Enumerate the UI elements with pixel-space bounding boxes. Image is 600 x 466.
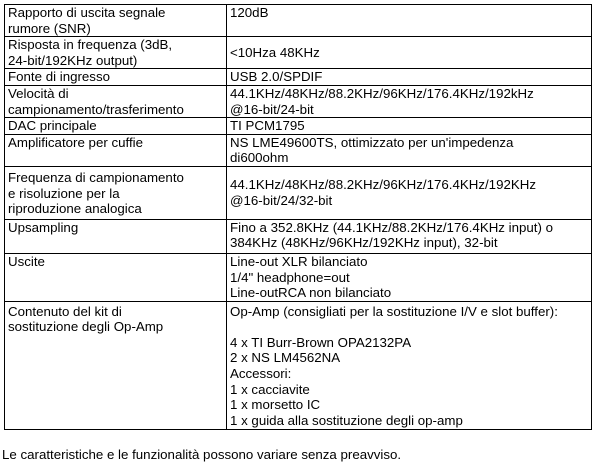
spec-label-line: Amplificatore per cuffie [8, 134, 144, 150]
spec-label [5, 253, 227, 301]
spec-value [227, 253, 592, 301]
spec-value-line: 1 x cacciavite [230, 381, 310, 397]
spec-value-line: 384KHz (48KHz/96KHz/192KHz input), 32-bit [230, 235, 498, 251]
spec-value-line: 2 x NS LM4562NA [230, 350, 341, 366]
disclaimer-note: Le caratteristiche e le funzionalità possono variare senza preavviso. [2, 447, 402, 462]
spec-value-line: NS LME49600TS, ottimizzato per un'impedenza [230, 134, 514, 150]
spec-value-line: TI PCM1795 [230, 118, 305, 134]
spec-value [227, 37, 592, 69]
spec-label [5, 85, 227, 117]
spec-label-line: Frequenza di campionamento [8, 169, 184, 185]
table-row [5, 85, 592, 117]
spec-value-line: 44.1KHz/48KHz/88.2KHz/96KHz/176.4KHz/192KHz [230, 177, 536, 193]
spec-label-line: Risposta in frequenza (3dB, [8, 37, 173, 53]
spec-value-line: Fino a 352.8KHz (44.1KHz/88.2KHz/176.4KHz input) o [230, 219, 553, 235]
spec-value-line: USB 2.0/SPDIF [230, 69, 323, 85]
spec-value-line: @16-bit/24-bit [230, 101, 314, 117]
spec-value-line: <10Hza 48KHz [230, 44, 320, 60]
spec-value [227, 301, 592, 430]
spec-label-line: Upsampling [8, 219, 79, 235]
table-row [5, 69, 592, 86]
spec-value-line: Line-outRCA non bilanciato [230, 285, 392, 301]
spec-value-line [230, 319, 591, 335]
spec-label-line: DAC principale [8, 118, 97, 134]
spec-value [227, 5, 592, 37]
spec-value [227, 69, 592, 86]
spec-value-line: Op-Amp (consigliati per la sostituzione I/V e slot buffer): [230, 303, 558, 319]
spec-value-line: 1/4" headphone=out [230, 269, 350, 285]
spec-label-line: Fonte di ingresso [8, 69, 110, 85]
spec-label [5, 134, 227, 166]
table-row [5, 37, 592, 69]
spec-label-line: rumore (SNR) [8, 20, 91, 36]
spec-label-line: 24-bit/192KHz output) [8, 52, 138, 68]
spec-value-line: 4 x TI Burr-Brown OPA2132PA [230, 334, 412, 350]
spec-value [227, 85, 592, 117]
spec-value-line: 1 x guida alla sostituzione degli op-amp [230, 412, 463, 428]
spec-label [5, 301, 227, 430]
table-row [5, 118, 592, 135]
table-row [5, 134, 592, 166]
spec-value [227, 134, 592, 166]
spec-value [227, 166, 592, 219]
spec-label-line: Velocità di [8, 85, 69, 101]
spec-value [227, 118, 592, 135]
spec-label-line: sostituzione degli Op-Amp [8, 319, 164, 335]
table-row [5, 253, 592, 301]
spec-value-line: 44.1KHz/48KHz/88.2KHz/96KHz/176.4KHz/192kHz [230, 85, 534, 101]
specifications-table [4, 4, 592, 430]
spec-label-line: riproduzione analogica [8, 201, 142, 217]
table-row [5, 5, 592, 37]
table-row [5, 219, 592, 253]
spec-label-line: Contenuto del kit di [8, 303, 122, 319]
spec-label-line: campionamento/trasferimento [8, 101, 184, 117]
spec-label-line: Uscite [8, 253, 45, 269]
spec-value [227, 219, 592, 253]
spec-value-line: di600ohm [230, 150, 289, 166]
spec-label [5, 69, 227, 86]
spec-label [5, 118, 227, 135]
spec-label-line: e risoluzione per la [8, 185, 120, 201]
spec-value-line: 120dB [230, 5, 269, 20]
spec-label [5, 37, 227, 69]
spec-label-line: Rapporto di uscita segnale [8, 5, 166, 20]
spec-label [5, 5, 227, 37]
spec-value-line: Accessori: [230, 366, 292, 382]
spec-value-line: Line-out XLR bilanciato [230, 253, 368, 269]
spec-label [5, 166, 227, 219]
table-row [5, 301, 592, 430]
spec-value-line: @16-bit/24/32-bit [230, 192, 333, 208]
table-row [5, 166, 592, 219]
spec-label [5, 219, 227, 253]
spec-value-line: 1 x morsetto IC [230, 397, 321, 413]
